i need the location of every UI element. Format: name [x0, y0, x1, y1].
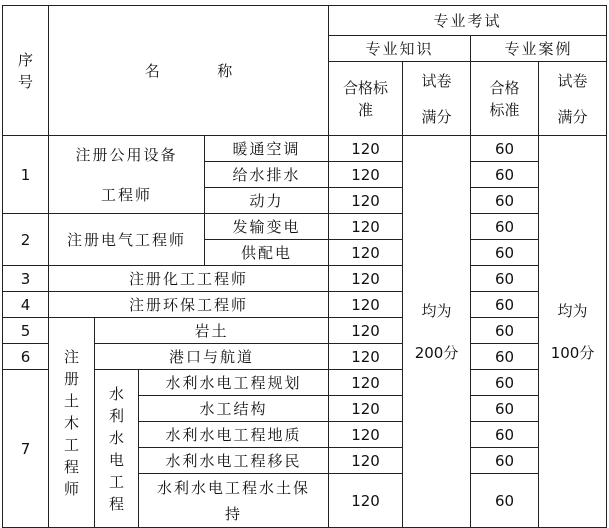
- specialty-cell: 发输变电: [205, 214, 329, 240]
- case-full-line2: 满分: [557, 107, 588, 126]
- case-pass-cell: 60: [471, 318, 539, 344]
- group-name-cell: [49, 136, 205, 214]
- knowledge-pass-cell: 120: [329, 474, 403, 528]
- water-char: 电: [108, 450, 124, 469]
- water-char: 程: [108, 494, 124, 513]
- specialty-cell: 岩土: [95, 318, 329, 344]
- civil-char: 注: [63, 347, 79, 366]
- case-pass-cell: 60: [471, 214, 539, 240]
- case-pass-cell: 60: [471, 162, 539, 188]
- water-char: 工: [108, 472, 124, 491]
- seq-cell: 4: [3, 292, 49, 318]
- knowledge-full-line1: 试卷: [421, 71, 452, 90]
- knowledge-pass-cell: 120: [329, 136, 403, 162]
- water-char: 利: [108, 406, 124, 425]
- knowledge-pass-cell: 120: [329, 422, 403, 448]
- case-full-line2-cell: 100分: [550, 343, 595, 362]
- case-pass-cell: 60: [471, 474, 539, 528]
- group-name-cell: 注册电气工程师: [49, 214, 205, 266]
- civil-vertical-cell: [49, 318, 95, 528]
- specialty-cell: 港口与航道: [95, 344, 329, 370]
- case-header: 专业案例: [471, 36, 607, 62]
- seq-cell: 1: [3, 136, 49, 214]
- knowledge-pass-cell: 120: [329, 214, 403, 240]
- knowledge-pass-line2: 准: [358, 100, 374, 119]
- group-name-line1: 注册公用设备: [75, 145, 178, 164]
- seq-cell: 7: [3, 370, 49, 528]
- case-full-line1-cell: 均为: [557, 301, 588, 320]
- case-pass-cell: 60: [471, 188, 539, 214]
- knowledge-pass-cell: 120: [329, 448, 403, 474]
- civil-char: 木: [63, 413, 79, 432]
- water-char: 水: [108, 384, 124, 403]
- seq-header-line1: 序: [17, 50, 33, 69]
- knowledge-pass-cell: 120: [329, 370, 403, 396]
- seq-cell: 6: [3, 344, 49, 370]
- table-row: [3, 214, 607, 240]
- knowledge-pass-cell: 120: [329, 344, 403, 370]
- knowledge-pass-cell: 120: [329, 266, 403, 292]
- specialty-cell: 水利水电工程规划: [139, 370, 329, 396]
- seq-cell: 2: [3, 214, 49, 266]
- table-row: [3, 136, 607, 162]
- case-pass-cell: 60: [471, 266, 539, 292]
- knowledge-full-line2-cell: 200分: [414, 343, 459, 362]
- knowledge-full-line1-cell: 均为: [421, 301, 452, 320]
- exam-title: 专业考试: [329, 6, 607, 36]
- specialty-cell: 供配电: [205, 240, 329, 266]
- case-pass-cell: 60: [471, 396, 539, 422]
- knowledge-pass-cell: 120: [329, 396, 403, 422]
- case-pass-cell: 60: [471, 448, 539, 474]
- civil-char: 程: [63, 457, 79, 476]
- case-pass-cell: 60: [471, 240, 539, 266]
- knowledge-pass-cell: 120: [329, 292, 403, 318]
- case-pass-cell: 60: [471, 422, 539, 448]
- water-vertical-cell: [95, 370, 139, 528]
- table-row: [3, 292, 607, 318]
- case-pass-cell: 60: [471, 344, 539, 370]
- seq-cell: 5: [3, 318, 49, 344]
- group-name-cell: 注册环保工程师: [49, 292, 329, 318]
- case-full-line1: 试卷: [557, 71, 588, 90]
- knowledge-pass-cell: 120: [329, 188, 403, 214]
- knowledge-full-header: [403, 62, 471, 136]
- civil-char: 土: [63, 391, 79, 410]
- specialty-line2: 持: [225, 504, 243, 523]
- specialty-line1: 水利水电工程水土保: [157, 478, 311, 497]
- specialty-cell: 水利水电工程移民: [139, 448, 329, 474]
- seq-header: [3, 6, 49, 136]
- name-header-b: 称: [217, 61, 233, 80]
- group-name-cell: 注册化工工程师: [49, 266, 329, 292]
- name-header-a: 名: [144, 61, 160, 80]
- knowledge-full-line2: 满分: [421, 107, 452, 126]
- group-name-line2: 工程师: [100, 185, 152, 204]
- specialty-cell: [139, 474, 329, 528]
- knowledge-pass-header: [329, 62, 403, 136]
- exam-table: [2, 5, 607, 528]
- specialty-cell: 动力: [205, 188, 329, 214]
- civil-char: 册: [63, 369, 79, 388]
- civil-char: 师: [63, 479, 79, 498]
- table-row: [3, 318, 607, 344]
- specialty-cell: 水工结构: [139, 396, 329, 422]
- knowledge-pass-cell: 120: [329, 240, 403, 266]
- knowledge-pass-cell: 120: [329, 162, 403, 188]
- case-pass-line1: 合格: [489, 78, 520, 97]
- case-pass-cell: 60: [471, 370, 539, 396]
- case-full-header: [539, 62, 607, 136]
- name-header: [49, 6, 329, 136]
- specialty-cell: 水利水电工程地质: [139, 422, 329, 448]
- knowledge-full-score-cell: [403, 136, 471, 528]
- water-char: 水: [108, 428, 124, 447]
- seq-header-line2: 号: [17, 72, 33, 91]
- seq-cell: 3: [3, 266, 49, 292]
- case-pass-cell: 60: [471, 136, 539, 162]
- case-pass-header: [471, 62, 539, 136]
- case-pass-line2: 标准: [489, 100, 520, 119]
- case-full-score-cell: [539, 136, 607, 528]
- table-row: [3, 266, 607, 292]
- specialty-cell: 给水排水: [205, 162, 329, 188]
- specialty-cell: 暖通空调: [205, 136, 329, 162]
- knowledge-pass-line1: 合格标: [343, 78, 389, 97]
- civil-char: 工: [63, 435, 79, 454]
- knowledge-header: 专业知识: [329, 36, 471, 62]
- knowledge-pass-cell: 120: [329, 318, 403, 344]
- case-pass-cell: 60: [471, 292, 539, 318]
